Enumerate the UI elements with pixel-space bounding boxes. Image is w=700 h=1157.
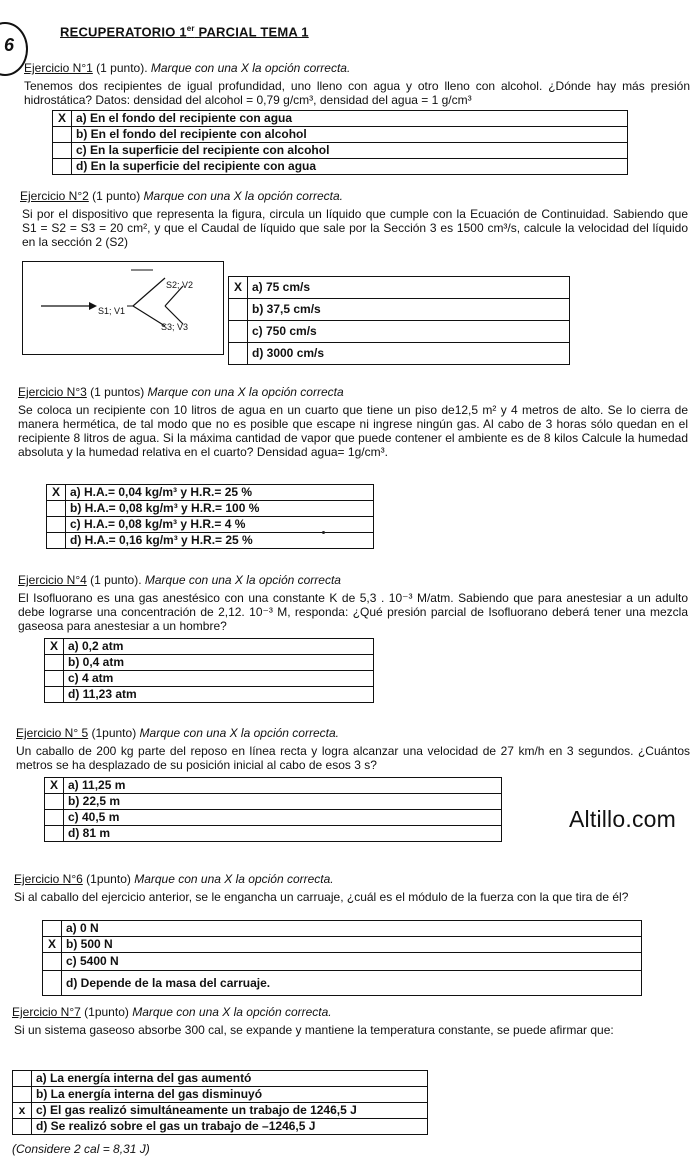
- option-label: a) En el fondo del recipiente con agua: [72, 111, 628, 127]
- exercise-1-heading: [24, 61, 350, 75]
- exercise-2-text: Si por el dispositivo que representa la figura, circula un líquido que cumple con la Ecuación de Continuidad. Sabiendo que S1 = S2 = S3 = 20 cm², y que el Caudal de líquido que sale por la Sección 3 es 1500 cm³/s, calcule la velocidad del líquido en la sección 2 (S2): [22, 207, 688, 249]
- exercise-points: (1 puntos): [86, 385, 145, 399]
- exercise-4-heading: [18, 573, 341, 587]
- s1-label: S1; V1: [98, 306, 126, 316]
- exercise-number: Ejercicio N°4: [18, 573, 87, 587]
- s2-label: S2; V2: [166, 280, 194, 290]
- exercise-instruction: Marque con una X la opción correcta.: [140, 189, 343, 203]
- option-mark[interactable]: [53, 159, 72, 175]
- option-mark[interactable]: X: [229, 277, 248, 299]
- option-mark[interactable]: [53, 127, 72, 143]
- upper-branch-line: [133, 278, 165, 306]
- option-row[interactable]: [53, 111, 628, 127]
- option-mark[interactable]: x: [13, 1103, 32, 1119]
- exercise-6-heading: [14, 872, 334, 886]
- exercise-instruction: Marque con una X la opción correcta.: [128, 1005, 332, 1019]
- inflow-arrow-head: [89, 302, 97, 310]
- option-label: d) Depende de la masa del carruaje.: [62, 971, 642, 996]
- title-sup: er: [186, 24, 195, 33]
- option-row[interactable]: [45, 655, 374, 671]
- exercise-instruction: Marque con una X la opción correcta.: [147, 61, 351, 75]
- option-row[interactable]: [13, 1119, 428, 1135]
- option-label: b) 22,5 m: [64, 794, 502, 810]
- option-row[interactable]: [45, 778, 502, 794]
- option-mark[interactable]: [13, 1071, 32, 1087]
- exercise-instruction: Marque con una X la opción correcta.: [130, 872, 334, 886]
- exercise-1-options: [52, 110, 628, 175]
- title-rest: PARCIAL TEMA 1: [194, 24, 309, 40]
- option-row[interactable]: [45, 639, 374, 655]
- option-mark[interactable]: X: [47, 485, 66, 501]
- option-mark[interactable]: [13, 1087, 32, 1103]
- option-row[interactable]: [43, 953, 642, 971]
- option-mark[interactable]: [47, 533, 66, 549]
- option-label: a) 0,2 atm: [64, 639, 374, 655]
- option-label: c) 5400 N: [62, 953, 642, 971]
- option-label: d) H.A.= 0,16 kg/m³ y H.R.= 25 %: [66, 533, 374, 549]
- option-row[interactable]: [43, 971, 642, 996]
- option-mark[interactable]: [47, 517, 66, 533]
- option-mark[interactable]: [45, 687, 64, 703]
- option-mark[interactable]: [45, 671, 64, 687]
- title-main: RECUPERATORIO 1: [60, 24, 187, 40]
- exercise-2-heading: [20, 189, 343, 203]
- option-label: a) 11,25 m: [64, 778, 502, 794]
- exercise-points: (1 punto).: [86, 573, 142, 587]
- option-row[interactable]: [53, 159, 628, 175]
- altillo-watermark: Altillo.com: [569, 806, 677, 832]
- exercise-number: Ejercicio N°7: [12, 1005, 81, 1019]
- option-mark[interactable]: [45, 826, 64, 842]
- option-label: d) 11,23 atm: [64, 687, 374, 703]
- conversion-footnote: (Considere 2 cal = 8,31 J): [12, 1142, 150, 1156]
- option-label: d) 81 m: [64, 826, 502, 842]
- option-label: a) H.A.= 0,04 kg/m³ y H.R.= 25 %: [66, 485, 374, 501]
- stray-dot: [322, 531, 325, 534]
- option-row[interactable]: [53, 127, 628, 143]
- option-mark[interactable]: X: [43, 937, 62, 953]
- option-label: c) En la superficie del recipiente con alcohol: [72, 143, 628, 159]
- option-row[interactable]: [47, 533, 374, 549]
- option-label: b) 500 N: [62, 937, 642, 953]
- option-mark[interactable]: [45, 810, 64, 826]
- option-label: d) En la superficie del recipiente con agua: [72, 159, 628, 175]
- exercise-number: Ejercicio N°1: [24, 61, 93, 75]
- exercise-number: Ejercicio N° 5: [16, 726, 89, 740]
- option-row[interactable]: [43, 921, 642, 937]
- exercise-7-options: [12, 1070, 428, 1135]
- option-label: d) 3000 cm/s: [248, 343, 570, 365]
- option-row[interactable]: [45, 826, 502, 842]
- option-row[interactable]: [13, 1103, 428, 1119]
- exercise-4-options: [44, 638, 374, 703]
- option-row[interactable]: [229, 277, 570, 299]
- option-mark[interactable]: [13, 1119, 32, 1135]
- option-row[interactable]: [47, 501, 374, 517]
- exercise-6-text: Si al caballo del ejercicio anterior, se le engancha un carruaje, ¿cuál es el módulo de la fuerza con la que tira de él?: [14, 890, 629, 904]
- option-mark[interactable]: [229, 343, 248, 365]
- exercise-points: (1 punto): [88, 189, 141, 203]
- option-row[interactable]: [13, 1071, 428, 1087]
- option-mark[interactable]: [43, 971, 62, 996]
- option-label: a) La energía interna del gas aumentó: [32, 1071, 428, 1087]
- exercise-points: (1punto): [82, 872, 131, 886]
- option-label: b) H.A.= 0,08 kg/m³ y H.R.= 100 %: [66, 501, 374, 517]
- exercise-4-text: El Isofluorano es una gas anestésico con una constante K de 5,3 . 10⁻³ M/atm. Sabiendo que para anestesiar a un adulto debe lograrse una concentración de 2,12. 10⁻³ M, responda: ¿Qué presión parcial de Isofluorano deberá tener una mezcla gaseosa para anestesiar a un hombre?: [18, 591, 688, 633]
- exercise-number: Ejercicio N°2: [20, 189, 89, 203]
- option-label: c) El gas realizó simultáneamente un trabajo de 1246,5 J: [32, 1103, 428, 1119]
- option-label: c) 40,5 m: [64, 810, 502, 826]
- option-mark[interactable]: [53, 143, 72, 159]
- option-mark[interactable]: [43, 921, 62, 937]
- option-row[interactable]: [45, 671, 374, 687]
- exercise-instruction: Marque con una X la opción correcta.: [136, 726, 339, 740]
- option-label: b) En el fondo del recipiente con alcohol: [72, 127, 628, 143]
- option-row[interactable]: [229, 343, 570, 365]
- exercise-5-options: [44, 777, 502, 842]
- exercise-3-heading: [18, 385, 344, 399]
- exercise-2-options: [228, 276, 570, 365]
- option-mark[interactable]: [45, 655, 64, 671]
- page-title: [60, 22, 309, 39]
- option-mark[interactable]: [45, 794, 64, 810]
- option-row[interactable]: [45, 687, 374, 703]
- option-label: c) 4 atm: [64, 671, 374, 687]
- option-row[interactable]: [13, 1087, 428, 1103]
- option-mark[interactable]: X: [45, 639, 64, 655]
- option-row[interactable]: [45, 794, 502, 810]
- exercise-points: (1punto): [80, 1005, 129, 1019]
- exercise-5-text: Un caballo de 200 kg parte del reposo en línea recta y logra alcanzar una velocidad de 27 km/h en 3 segundos. ¿Cuántos metros se ha desplazado de su posición inicial al cabo de esos 3 s?: [16, 744, 690, 772]
- option-label: c) H.A.= 0,08 kg/m³ y H.R.= 4 %: [66, 517, 374, 533]
- exercise-points: (1punto): [88, 726, 137, 740]
- option-row[interactable]: [47, 517, 374, 533]
- flow-device-diagram: [22, 261, 224, 355]
- option-row[interactable]: [45, 810, 502, 826]
- exercise-instruction: Marque con una X la opción correcta: [144, 385, 344, 399]
- exercise-6-options: [42, 920, 642, 996]
- option-label: c) 750 cm/s: [248, 321, 570, 343]
- badge-number: 6: [4, 35, 15, 55]
- exercise-1-text: Tenemos dos recipientes de igual profundidad, uno lleno con agua y otro lleno con alcohol. ¿Dónde hay más presión hidrostática? Datos: densidad del alcohol = 0,79 g/cm³, densidad del agua = 1 g/cm³: [24, 79, 690, 107]
- exercise-number: Ejercicio N°3: [18, 385, 87, 399]
- exercise-5-heading: [16, 726, 339, 740]
- option-row[interactable]: [229, 321, 570, 343]
- option-row[interactable]: [43, 937, 642, 953]
- option-label: a) 75 cm/s: [248, 277, 570, 299]
- exercise-points: (1 punto).: [92, 61, 148, 75]
- option-label: d) Se realizó sobre el gas un trabajo de –1246,5 J: [32, 1119, 428, 1135]
- exercise-7-heading: [12, 1005, 332, 1019]
- option-row[interactable]: [229, 299, 570, 321]
- option-mark[interactable]: [47, 501, 66, 517]
- exercise-instruction: Marque con una X la opción correcta: [141, 573, 341, 587]
- exercise-number: Ejercicio N°6: [14, 872, 83, 886]
- exercise-7-text: Si un sistema gaseoso absorbe 300 cal, se expande y mantiene la temperatura constante, se puede afirmar que:: [14, 1023, 614, 1037]
- option-row[interactable]: [53, 143, 628, 159]
- option-mark[interactable]: [229, 299, 248, 321]
- option-mark[interactable]: X: [45, 778, 64, 794]
- option-mark[interactable]: X: [53, 111, 72, 127]
- option-label: b) 0,4 atm: [64, 655, 374, 671]
- option-row[interactable]: [47, 485, 374, 501]
- s3-label: S3; V3: [161, 322, 189, 332]
- option-label: b) La energía interna del gas disminuyó: [32, 1087, 428, 1103]
- option-label: a) 0 N: [62, 921, 642, 937]
- option-label: b) 37,5 cm/s: [248, 299, 570, 321]
- option-mark[interactable]: [229, 321, 248, 343]
- exercise-3-options: [46, 484, 374, 549]
- option-mark[interactable]: [43, 953, 62, 971]
- exercise-3-text: Se coloca un recipiente con 10 litros de agua en un cuarto que tiene un piso de12,5 m² y 4 metros de alto. Se lo cierra de manera hermética, de tal modo que no es posible que escape ni ingrese ningún gas. Al cabo de 3 horas sólo quedan en el recipiente 8 litros de agua. Si la máxima cantidad de vapor que puede contener el ambiente es de 8 kilos Calcule la humedad absoluta y la humedad relativa en el cuarto? Densidad agua= 1g/cm³.: [18, 403, 688, 459]
